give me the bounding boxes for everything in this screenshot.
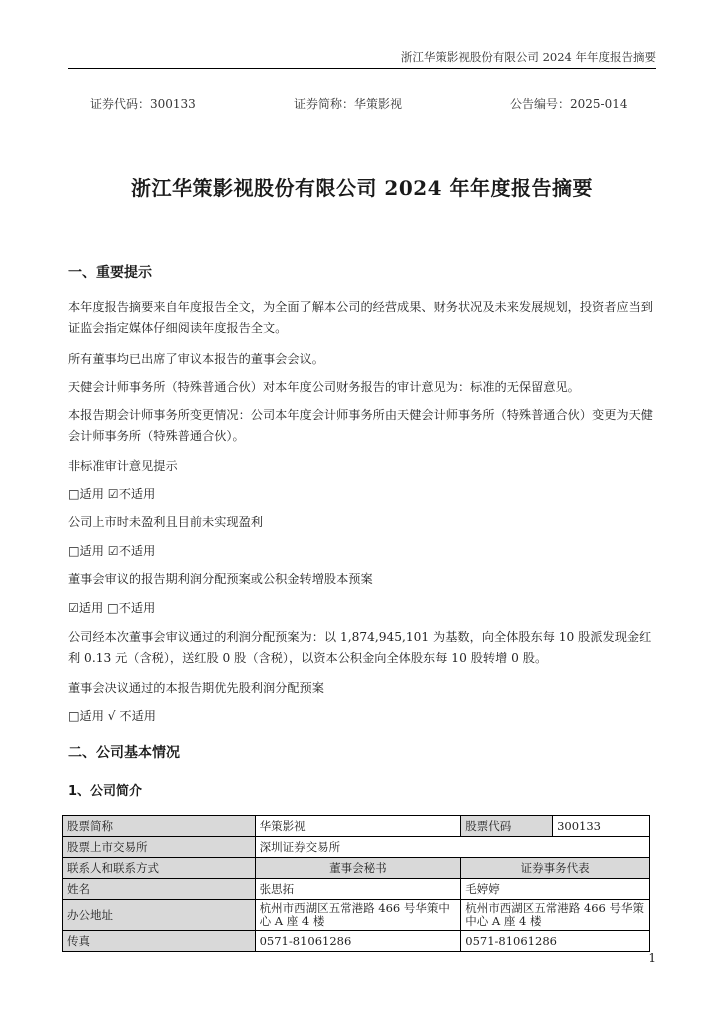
paragraph-directors-attendance: 所有董事均已出席了审议本报告的董事会会议。 [68, 352, 324, 366]
table-row [63, 900, 650, 931]
cell-stock-name: 华策影视 [255, 816, 461, 837]
company-profile-table [62, 815, 650, 952]
cell-label-name: 姓名 [63, 879, 256, 900]
paragraph-profit-distribution: 董事会审议的报告期利润分配预案或公积金转增股本预案 [68, 572, 373, 586]
header-rule [68, 68, 656, 69]
cell-rep-address: 杭州市西湖区五常港路 466 号华策中心 A 座 4 楼 [461, 900, 650, 931]
table-row [63, 931, 650, 952]
paragraph-audit-opinion: 天健会计师事务所（特殊普通合伙）对本年度公司财务报告的审计意见为：标准的无保留意见。 [68, 380, 580, 394]
running-header: 浙江华策影视股份有限公司 2024 年年度报告摘要 [400, 50, 656, 64]
checkbox-line-nonstandard: □适用 ☑不适用 [68, 487, 156, 501]
paragraph-nonstandard-audit: 非标准审计意见提示 [68, 459, 178, 473]
cell-stock-code: 300133 [553, 816, 650, 837]
paragraph-preferred-stock: 董事会决议通过的本报告期优先股利润分配预案 [68, 681, 324, 695]
cell-secretary-name: 张思拓 [255, 879, 461, 900]
document-title: 浙江华策影视股份有限公司 2024 年年度报告摘要 [130, 176, 594, 200]
cell-label-exchange: 股票上市交易所 [63, 837, 256, 858]
cell-header-board-secretary: 董事会秘书 [255, 858, 461, 879]
checkbox-line-unprofitable: □适用 ☑不适用 [68, 544, 156, 558]
cell-secretary-fax: 0571-81061286 [255, 931, 461, 952]
cell-secretary-address: 杭州市西湖区五常港路 466 号华策中心 A 座 4 楼 [255, 900, 461, 931]
stock-short-name: 证券简称：华策影视 [294, 97, 403, 111]
announcement-number: 公告编号：2025-014 [510, 97, 628, 111]
subsection-company-profile-heading: 1、公司简介 [68, 784, 143, 799]
cell-rep-fax: 0571-81061286 [461, 931, 650, 952]
checkbox-line-preferred-stock: □适用 √ 不适用 [68, 709, 156, 723]
cell-label-stock-name: 股票简称 [63, 816, 256, 837]
table-row [63, 858, 650, 879]
table-row [63, 816, 650, 837]
paragraph-source-notice: 本年度报告摘要来自年度报告全文，为全面了解本公司的经营成果、财务状况及未来发展规划，投资者应当到证监会指定媒体仔细阅读年度报告全文。 [68, 300, 653, 335]
cell-label-address: 办公地址 [63, 900, 256, 931]
page-number: 1 [648, 951, 656, 965]
paragraph-unprofitable: 公司上市时未盈利且目前未实现盈利 [68, 515, 263, 529]
cell-label-fax: 传真 [63, 931, 256, 952]
paragraph-auditor-change: 本报告期会计师事务所变更情况：公司本年度会计师事务所由天健会计师事务所（特殊普通合伙）变更为天健会计师事务所（特殊普通合伙）。 [68, 408, 653, 443]
paragraph-dividend-plan: 公司经本次董事会审议通过的利润分配预案为：以 1,874,945,101 为基数，向全体股东每 10 股派发现金红利 0.13 元（含税），送红股 0 股（含税），以资本公积金向全体股东每 10 股转增 0 股。 [68, 630, 652, 665]
cell-exchange: 深圳证券交易所 [255, 837, 649, 858]
cell-label-stock-code: 股票代码 [461, 816, 553, 837]
cell-label-contacts: 联系人和联系方式 [63, 858, 256, 879]
section-company-info-heading: 二、公司基本情况 [68, 745, 180, 761]
section-important-notes-heading: 一、重要提示 [68, 265, 152, 281]
table-row [63, 837, 650, 858]
cell-rep-name: 毛婷婷 [461, 879, 650, 900]
cell-header-securities-rep: 证券事务代表 [461, 858, 650, 879]
stock-code: 证券代码：300133 [90, 97, 196, 111]
table-row [63, 879, 650, 900]
checkbox-line-profit-distribution: ☑适用 □不适用 [68, 601, 156, 615]
